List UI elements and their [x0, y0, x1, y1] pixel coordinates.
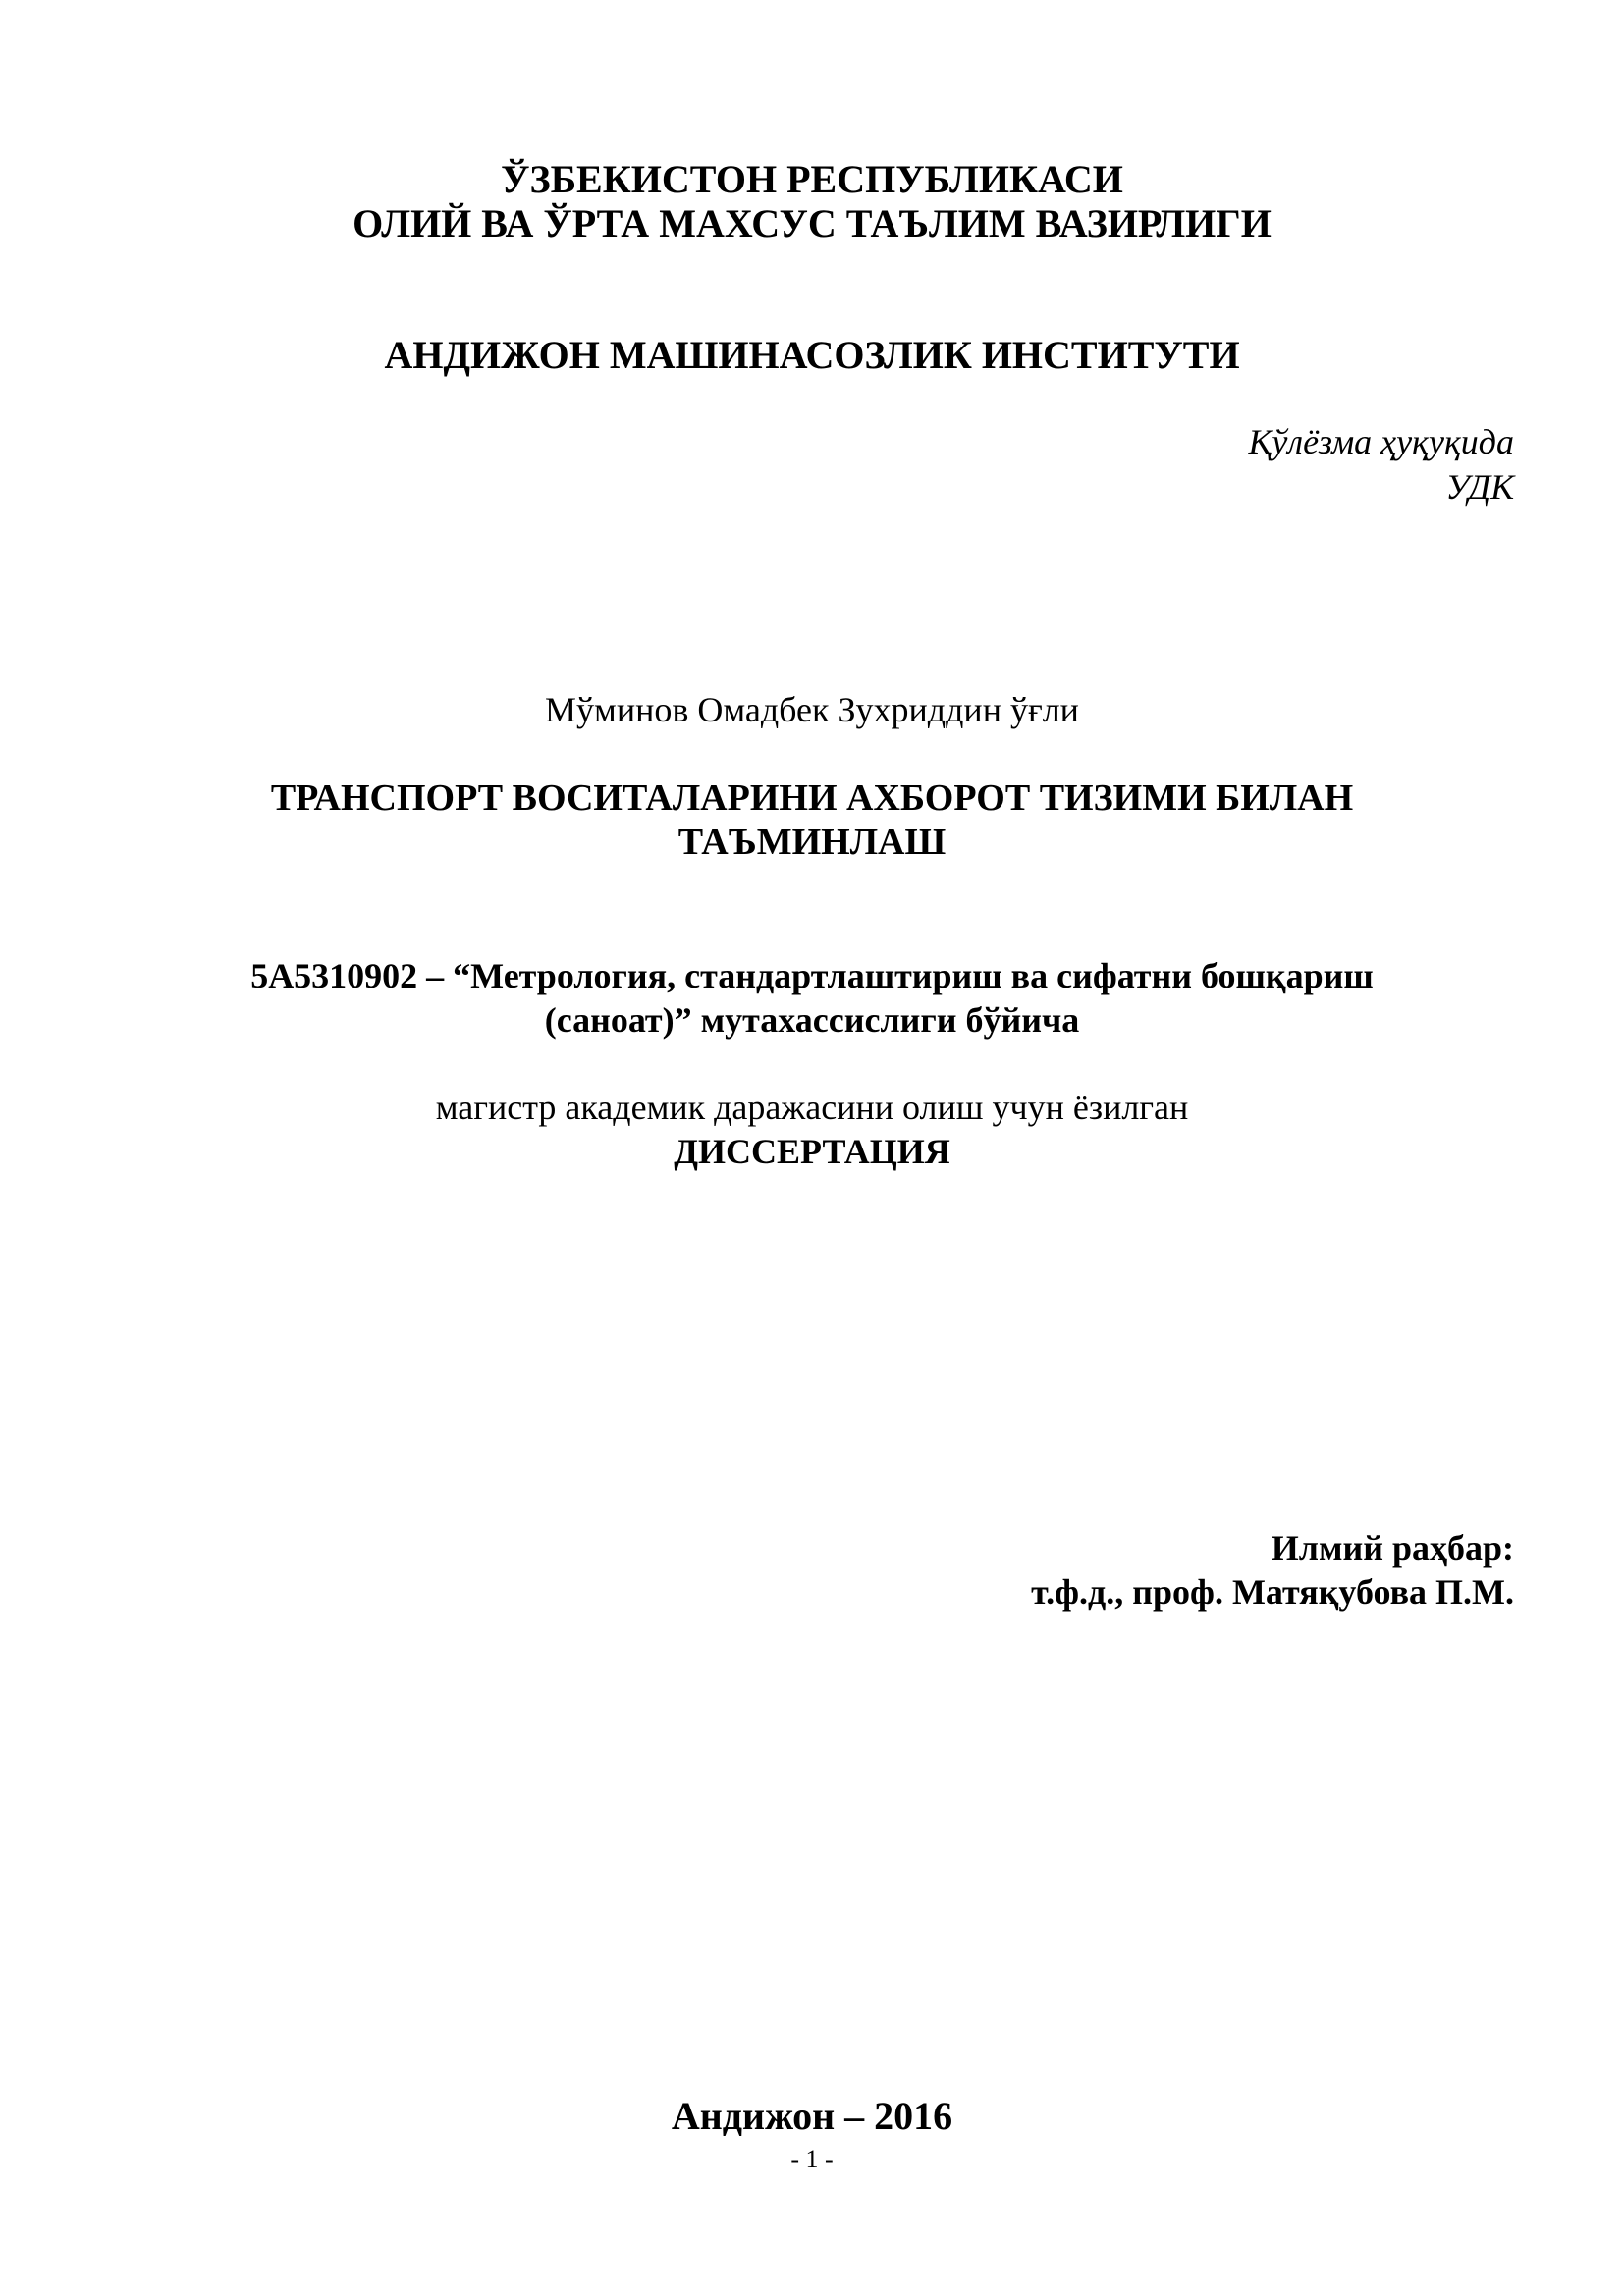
degree-purpose: магистр академик даражасини олиш учун ёзилган — [435, 1088, 1189, 1127]
manuscript-rights: Қўлёзма ҳуқуқида — [1248, 422, 1514, 461]
place-year: Андижон – 2016 — [671, 2094, 953, 2138]
specialty-line2: (саноат)” мутахассислиги бўйича — [544, 1000, 1080, 1040]
page-number: - 1 - — [790, 2145, 834, 2173]
country-heading: ЎЗБЕКИСТОН РЕСПУБЛИКАСИ — [501, 157, 1123, 201]
udk-label: УДК — [1445, 467, 1514, 507]
ministry-heading: ОЛИЙ ВА ЎРТА МАХСУС ТАЪЛИМ ВАЗИРЛИГИ — [352, 201, 1272, 245]
supervisor-label: Илмий раҳбар: — [1271, 1528, 1514, 1568]
dissertation-title-line1: ТРАНСПОРТ ВОСИТАЛАРИНИ АХБОРОТ ТИЗИМИ БИЛАН — [270, 777, 1354, 819]
institute-heading: АНДИЖОН МАШИНАСОЗЛИК ИНСТИТУТИ — [384, 333, 1240, 377]
author-name: Мўминов Омадбек Зухриддин ўғли — [545, 690, 1079, 729]
specialty-line1: 5А5310902 – “Метрология, стандартлаштириш ва сифатни бошқариш — [250, 956, 1374, 995]
supervisor-name: т.ф.д., проф. Матяқубова П.М. — [1031, 1573, 1514, 1612]
dissertation-title-line2: ТАЪМИНЛАШ — [677, 822, 947, 863]
document-type: ДИССЕРТАЦИЯ — [674, 1132, 950, 1171]
